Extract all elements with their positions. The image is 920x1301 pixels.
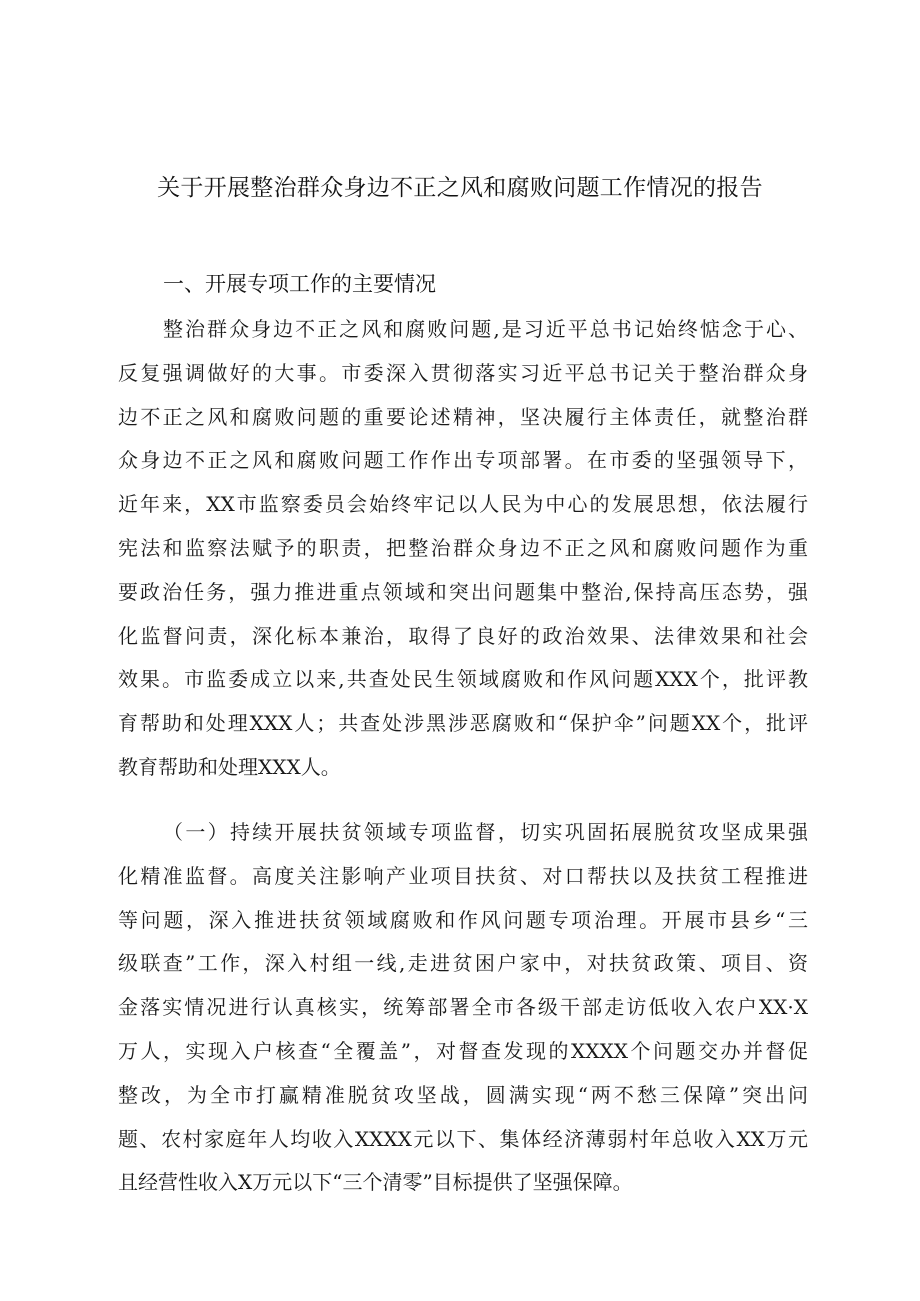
section-heading: 一、开展专项工作的主要情况 xyxy=(163,272,436,296)
paragraph-line: 万人，实现入户核查“全覆盖”，对督查发现的XXXX个问题交办并督促 xyxy=(118,1038,808,1063)
paragraph-line: 众身边不正之风和腐败问题工作作出专项部署。在市委的坚强领导下， xyxy=(118,448,808,473)
paragraph-line: 效果。市监委成立以来,共查处民生领域腐败和作风问题XXX个，批评教 xyxy=(118,667,808,692)
paragraph-line: 育帮助和处理XXX人；共查处涉黑涉恶腐败和“保护伞”问题XX个，批评 xyxy=(118,711,808,736)
paragraph-line: 等问题，深入推进扶贫领域腐败和作风问题专项治理。开展市县乡“三 xyxy=(118,907,808,932)
paragraph-line: 边不正之风和腐败问题的重要论述精神，坚决履行主体责任，就整治群 xyxy=(118,404,808,429)
paragraph-line: 整治群众身边不正之风和腐败问题,是习近平总书记始终惦念于心、 xyxy=(163,317,808,341)
paragraph-line: 金落实情况进行认真核实，统筹部署全市各级干部走访低收入农户XX·X xyxy=(118,995,808,1020)
paragraph-poverty-supervision xyxy=(118,811,808,1205)
paragraph-line: 宪法和监察法赋予的职责，把整治群众身边不正之风和腐败问题作为重 xyxy=(118,535,808,560)
paragraph-main-situation xyxy=(118,308,808,790)
paragraph-line: 级联查”工作，深入村组一线,走进贫困户家中，对扶贫政策、项目、资 xyxy=(118,951,808,976)
paragraph-line: （一）持续开展扶贫领域专项监督，切实巩固拓展脱贫攻坚成果强 xyxy=(163,820,808,844)
paragraph-line: 化精准监督。高度关注影响产业项目扶贫、对口帮扶以及扶贫工程推进 xyxy=(118,863,808,888)
paragraph-line: 且经营性收入X万元以下“三个清零”目标提供了坚强保障。 xyxy=(118,1170,633,1195)
paragraph-line: 要政治任务，强力推进重点领域和突出问题集中整治,保持高压态势，强 xyxy=(118,579,808,604)
paragraph-line: 反复强调做好的大事。市委深入贯彻落实习近平总书记关于整治群众身 xyxy=(118,360,808,385)
paragraph-line: 整改，为全市打赢精准脱贫攻坚战，圆满实现“两不愁三保障”突出问 xyxy=(118,1082,808,1107)
paragraph-line: 化监督问责，深化标本兼治，取得了良好的政治效果、法律效果和社会 xyxy=(118,623,808,648)
document-title: 关于开展整治群众身边不正之风和腐败问题工作情况的报告 xyxy=(157,175,763,201)
paragraph-line: 教育帮助和处理XXX人。 xyxy=(118,754,341,779)
paragraph-line: 近年来，XX市监察委员会始终牢记以人民为中心的发展思想，依法履行 xyxy=(118,492,808,517)
paragraph-line: 题、农村家庭年人均收入XXXX元以下、集体经济薄弱村年总收入XX万元 xyxy=(118,1126,808,1151)
